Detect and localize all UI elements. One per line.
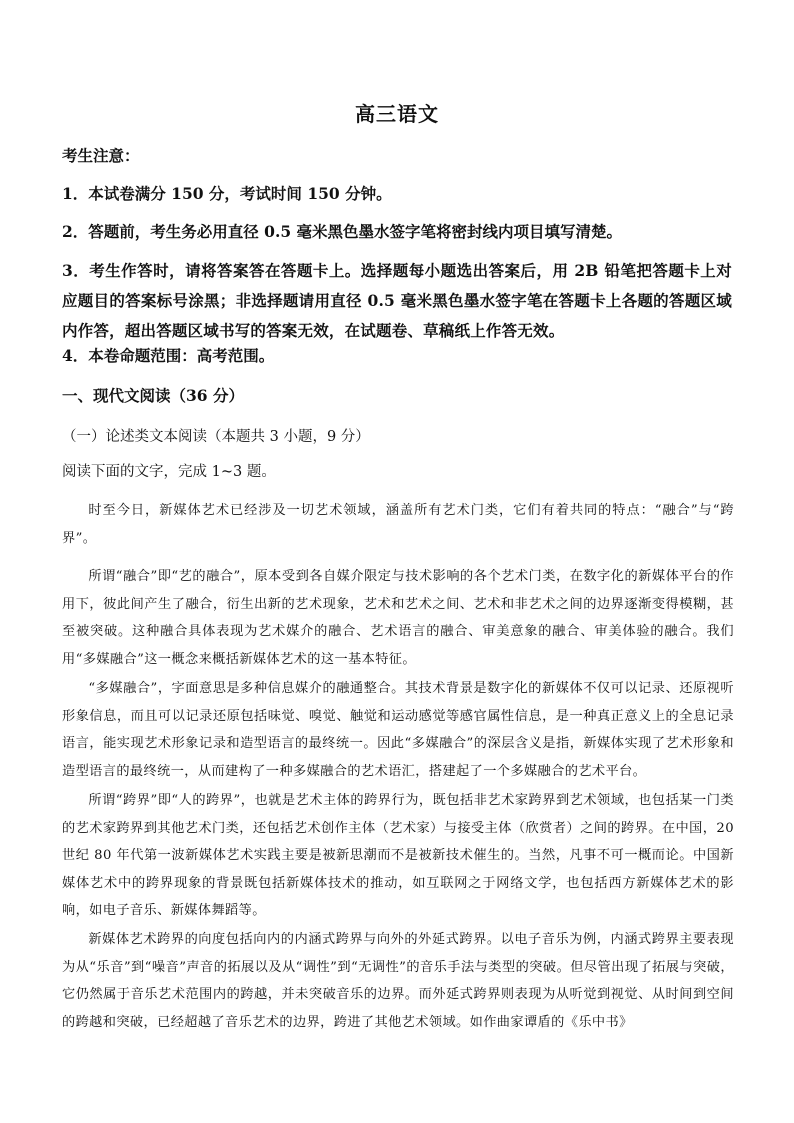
passage-paragraph-4: 所谓“跨界”即“人的跨界”，也就是艺术主体的跨界行为，既包括非艺术家跨界到艺术领域，也包括某一门类的艺术家跨界到其他艺术门类，还包括艺术创作主体（艺术家）与接受主体（欣赏者）之间的跨界。在中国，20 世纪 80 年代第一波新媒体艺术实践主要是被新思潮而不是被新技术催生的。当然，凡事不可一概而论。中国新媒体艺术中的跨界现象的背景既包括新媒体技术的推动，如互联网之于网络文学，也包括西方新媒体艺术的影响，如电子音乐、新媒体舞蹈等。 [62,793,734,918]
passage-paragraph-5: 新媒体艺术跨界的向度包括向内的内涵式跨界与向外的外延式跨界。以电子音乐为例，内涵式跨界主要表现为从“乐音”到“噪音”声音的拓展以及从“调性”到“无调性”的音乐手法与类型的突破。但尽管出现了拓展与突破，它仍然属于音乐艺术范围内的跨越，并未突破音乐的边界。而外延式跨界则表现为从听觉到视觉、从时间到空间的跨越和突破，已经超越了音乐艺术的边界，跨进了其他艺术领域。如作曲家谭盾的《乐中书》 [62,932,734,1030]
page-title: 高三语文 [355,102,439,126]
passage-paragraph-2: 所谓“融合”即“艺的融合”，原本受到各自媒介限定与技术影响的各个艺术门类，在数字化的新媒体平台的作用下，彼此间产生了融合，衍生出新的艺术现象，艺术和艺术之间、艺术和非艺术之间的边界逐渐变得模糊，甚至被突破。这种融合具体表现为艺术媒介的融合、艺术语言的融合、审美意象的融合、审美体验的融合。我们用“多媒融合”这一概念来概括新媒体艺术的这一基本特征。 [62,569,734,667]
reading-instruction: 阅读下面的文字，完成 1~3 题。 [62,464,276,480]
section-heading: 一、现代文阅读（36 分） [62,386,244,405]
notice-heading: 考生注意： [62,146,140,165]
passage-paragraph-3: “多媒融合”，字面意思是多种信息媒介的融通整合。其技术背景是数字化的新媒体不仅可以记录、还原视听形象信息，而且可以记录还原包括味觉、嗅觉、触觉和运动感觉等感官属性信息，是一种真正意义上的全息记录语言，能实现艺术形象记录和造型语言的最终统一。因此“多媒融合”的深层含义是指，新媒体实现了艺术形象和造型语言的最终统一，从而建构了一种多媒融合的艺术语汇，搭建起了一个多媒融合的艺术平台。 [62,681,734,779]
notice-item-4: 4．本卷命题范围：高考范围。 [62,346,275,365]
notice-item-2: 2．答题前，考生务必用直径 0.5 毫米黑色墨水签字笔将密封线内项目填写清楚。 [62,222,623,241]
notice-item-3: 3．考生作答时，请将答案答在答题卡上。选择题每小题选出答案后，用 2B 铅笔把答题卡上对应题目的答案标号涂黑；非选择题请用直径 0.5 毫米黑色墨水签字笔在答题卡上各题的答题区域内作答，超出答题区域书写的答案无效，在试题卷、草稿纸上作答无效。 [62,261,732,340]
passage-paragraph-1: 时至今日，新媒体艺术已经涉及一切艺术领域，涵盖所有艺术门类，它们有着共同的特点：“融合”与“跨界”。 [62,503,734,546]
notice-item-1: 1．本试卷满分 150 分，考试时间 150 分钟。 [62,184,392,203]
subsection-heading: （一）论述类文本阅读（本题共 3 小题，9 分） [62,429,370,445]
